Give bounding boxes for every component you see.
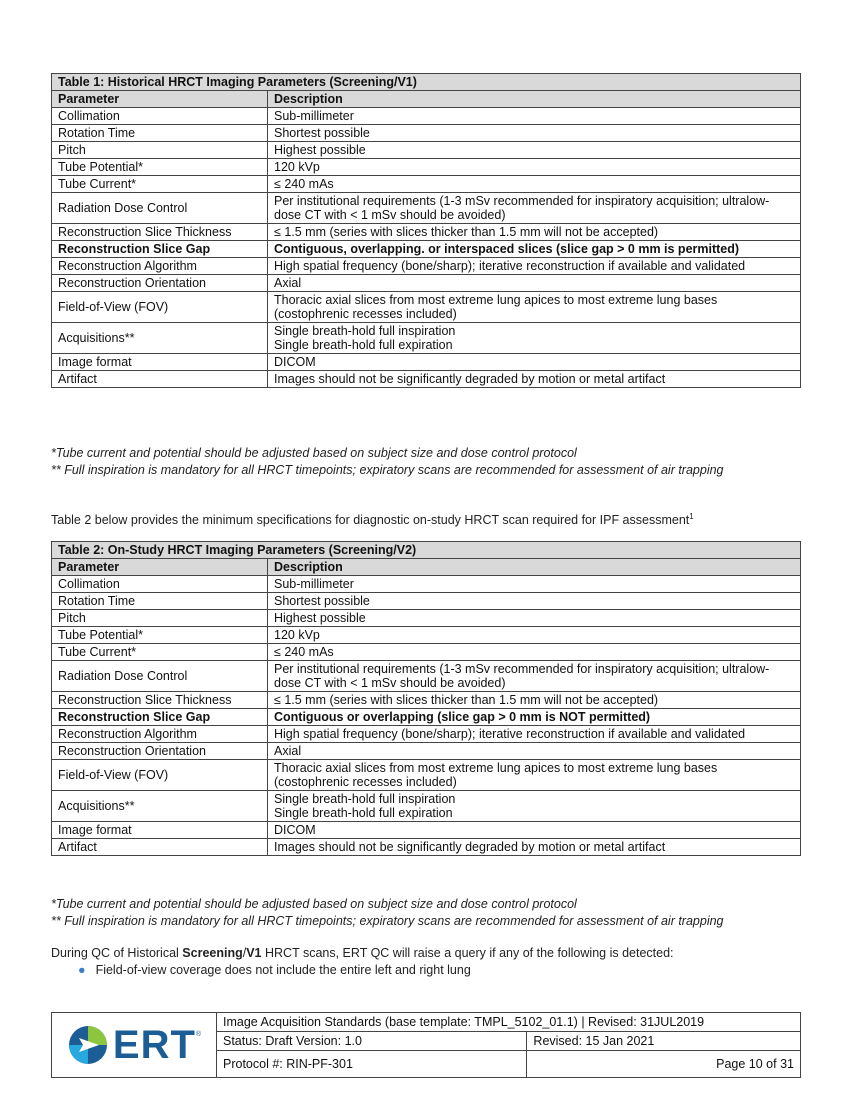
- parameter-cell: Field-of-View (FOV): [52, 292, 268, 323]
- description-text: Images should not be significantly degraded by motion or metal artifact: [274, 840, 666, 854]
- table-title: Table 1: Historical HRCT Imaging Parameters (Screening/V1): [52, 74, 801, 91]
- description-cell: [268, 644, 801, 661]
- parameter-cell: Image format: [52, 354, 268, 371]
- description-text: High spatial frequency (bone/sharp); iterative reconstruction if available and validated: [274, 727, 746, 741]
- table-row: [52, 839, 801, 856]
- table-title-row: [52, 542, 801, 559]
- parameter-cell: Reconstruction Algorithm: [52, 726, 268, 743]
- table-row: [52, 323, 801, 354]
- table-row: [52, 692, 801, 709]
- description-text: Single breath-hold full inspiration: [274, 324, 456, 338]
- parameter-cell: Radiation Dose Control: [52, 661, 268, 692]
- bullet-dot-icon: ●: [78, 963, 86, 977]
- description-cell: [268, 839, 801, 856]
- description-cell: [268, 142, 801, 159]
- table-row: [52, 142, 801, 159]
- description-cell: [268, 661, 801, 692]
- qc-text-slash: /: [242, 946, 247, 960]
- ert-logo-text: ERT: [112, 1023, 196, 1067]
- description-text: Thoracic axial slices from most extreme lung apices to most extreme lung bases (costophrenic recesses included): [274, 761, 718, 789]
- table-header-row: [52, 91, 801, 108]
- table-row: [52, 644, 801, 661]
- table-title: Table 2: On-Study HRCT Imaging Parameters (Screening/V2): [52, 542, 801, 559]
- parameter-cell: Reconstruction Algorithm: [52, 258, 268, 275]
- qc-text-pre: During QC of Historical: [51, 946, 183, 960]
- ert-logo-registered: ®: [195, 1031, 202, 1038]
- description-cell: [268, 159, 801, 176]
- table-row: [52, 125, 801, 142]
- parameter-cell: Rotation Time: [52, 125, 268, 142]
- description-cell: [268, 224, 801, 241]
- ert-logo: [58, 1018, 210, 1072]
- description-text: Sub-millimeter: [274, 109, 354, 123]
- parameter-cell: Collimation: [52, 576, 268, 593]
- description-cell: [268, 292, 801, 323]
- logo-cell: [52, 1013, 217, 1078]
- parameter-cell: Tube Potential*: [52, 627, 268, 644]
- qc-text-post: HRCT scans, ERT QC will raise a query if any of the following is detected:: [261, 946, 674, 960]
- description-cell: [268, 760, 801, 791]
- table-1-note-1: *Tube current and potential should be adjusted based on subject size and dose control protocol: [51, 446, 577, 460]
- parameter-cell: Reconstruction Slice Gap: [52, 709, 268, 726]
- parameter-cell: Acquisitions**: [52, 791, 268, 822]
- description-text: ≤ 240 mAs: [274, 177, 334, 191]
- description-text: Contiguous or overlapping (slice gap > 0 mm is NOT permitted): [274, 710, 651, 724]
- description-text: ≤ 240 mAs: [274, 645, 334, 659]
- description-text: Contiguous, overlapping. or interspaced slices (slice gap > 0 mm is permitted): [274, 242, 740, 256]
- description-cell: [268, 576, 801, 593]
- description-text-line-2: Single breath-hold full expiration: [274, 806, 453, 820]
- table-row: [52, 193, 801, 224]
- parameter-cell: Collimation: [52, 108, 268, 125]
- parameter-cell: Reconstruction Orientation: [52, 743, 268, 760]
- parameter-cell: Artifact: [52, 839, 268, 856]
- description-cell: [268, 371, 801, 388]
- description-cell: [268, 125, 801, 142]
- table-row: [52, 258, 801, 275]
- parameter-cell: Image format: [52, 822, 268, 839]
- description-text: Thoracic axial slices from most extreme lung apices to most extreme lung bases (costophrenic recesses included): [274, 293, 718, 321]
- description-text: Axial: [274, 744, 302, 758]
- qc-paragraph: [51, 945, 674, 961]
- parameter-cell: Reconstruction Slice Thickness: [52, 224, 268, 241]
- parameter-cell: Acquisitions**: [52, 323, 268, 354]
- description-text: Highest possible: [274, 611, 366, 625]
- description-cell: [268, 709, 801, 726]
- table-row: [52, 822, 801, 839]
- description-text: Axial: [274, 276, 302, 290]
- footer-revised: Revised: 15 Jan 2021: [527, 1032, 801, 1051]
- description-text: Single breath-hold full inspiration: [274, 792, 456, 806]
- table-row: [52, 627, 801, 644]
- description-cell: [268, 822, 801, 839]
- table-title-row: [52, 74, 801, 91]
- description-cell: [268, 258, 801, 275]
- table-row: [52, 661, 801, 692]
- description-text: Per institutional requirements (1-3 mSv recommended for inspiratory acquisition; ultralow-dose CT with < 1 mSv should be avoided): [274, 662, 770, 690]
- table-row: [52, 726, 801, 743]
- table-row: [52, 241, 801, 258]
- table-2-note-1: *Tube current and potential should be adjusted based on subject size and dose control protocol: [51, 897, 577, 911]
- description-text: High spatial frequency (bone/sharp); iterative reconstruction if available and validated: [274, 259, 746, 273]
- table-row: [52, 760, 801, 791]
- description-text: DICOM: [274, 823, 316, 837]
- description-text: 120 kVp: [274, 160, 320, 174]
- column-header-description: Description: [268, 91, 801, 108]
- description-cell: [268, 610, 801, 627]
- parameter-cell: Artifact: [52, 371, 268, 388]
- description-text: DICOM: [274, 355, 316, 369]
- table-row: [52, 791, 801, 822]
- table-row: [52, 275, 801, 292]
- table-row: [52, 371, 801, 388]
- description-text: ≤ 1.5 mm (series with slices thicker than 1.5 mm will not be accepted): [274, 225, 659, 239]
- description-text: Shortest possible: [274, 126, 370, 140]
- table-row: [52, 354, 801, 371]
- table-row: [52, 224, 801, 241]
- description-text-line-2: Single breath-hold full expiration: [274, 338, 453, 352]
- table-row: [52, 743, 801, 760]
- parameter-cell: Pitch: [52, 610, 268, 627]
- table-1-note-2: ** Full inspiration is mandatory for all HRCT timepoints; expiratory scans are recommended for assessment of air trapping: [51, 463, 724, 477]
- table-row: [52, 610, 801, 627]
- footer-doc-title: Image Acquisition Standards (base template: TMPL_5102_01.1) | Revised: 31JUL2019: [217, 1013, 801, 1032]
- parameter-cell: Tube Potential*: [52, 159, 268, 176]
- parameter-cell: Reconstruction Slice Gap: [52, 241, 268, 258]
- parameter-cell: Tube Current*: [52, 644, 268, 661]
- description-cell: [268, 743, 801, 760]
- description-cell: [268, 193, 801, 224]
- parameter-cell: Reconstruction Orientation: [52, 275, 268, 292]
- description-cell: [268, 692, 801, 709]
- description-cell: [268, 275, 801, 292]
- description-text: ≤ 1.5 mm (series with slices thicker than 1.5 mm will not be accepted): [274, 693, 659, 707]
- table-row: [52, 108, 801, 125]
- qc-text-screening: Screening: [182, 946, 243, 960]
- footnote-ref: 1: [689, 512, 694, 521]
- table-2-note-2: ** Full inspiration is mandatory for all HRCT timepoints; expiratory scans are recommended for assessment of air trapping: [51, 914, 724, 928]
- description-cell: [268, 354, 801, 371]
- description-text: Sub-millimeter: [274, 577, 354, 591]
- table-row: [52, 576, 801, 593]
- description-cell: [268, 593, 801, 610]
- description-text: 120 kVp: [274, 628, 320, 642]
- description-text: Images should not be significantly degraded by motion or metal artifact: [274, 372, 666, 386]
- parameter-cell: Radiation Dose Control: [52, 193, 268, 224]
- table-header-row: [52, 559, 801, 576]
- description-cell: [268, 241, 801, 258]
- parameter-cell: Field-of-View (FOV): [52, 760, 268, 791]
- bullet-item: [78, 962, 471, 978]
- parameter-cell: Rotation Time: [52, 593, 268, 610]
- description-text: Per institutional requirements (1-3 mSv recommended for inspiratory acquisition; ultralow-dose CT with < 1 mSv should be avoided): [274, 194, 770, 222]
- footer-table: [51, 1012, 801, 1078]
- description-text: Highest possible: [274, 143, 366, 157]
- intro-paragraph: [51, 509, 694, 528]
- footer-status: Status: Draft Version: 1.0: [217, 1032, 527, 1051]
- description-cell: [268, 108, 801, 125]
- description-cell: [268, 791, 801, 822]
- footer-page-number: Page 10 of 31: [527, 1051, 801, 1078]
- column-header-parameter: Parameter: [52, 91, 268, 108]
- ert-logo-icon: [67, 1024, 109, 1066]
- qc-text-v1: V1: [246, 946, 262, 960]
- description-cell: [268, 627, 801, 644]
- table-row: [52, 159, 801, 176]
- table-row: [52, 593, 801, 610]
- parameter-cell: Reconstruction Slice Thickness: [52, 692, 268, 709]
- parameter-cell: Tube Current*: [52, 176, 268, 193]
- description-cell: [268, 726, 801, 743]
- footer-protocol: Protocol #: RIN-PF-301: [217, 1051, 527, 1078]
- bullet-text: Field-of-view coverage does not include the entire left and right lung: [95, 963, 471, 977]
- intro-text: Table 2 below provides the minimum specifications for diagnostic on-study HRCT scan required for IPF assessment: [51, 513, 690, 528]
- column-header-description: Description: [268, 559, 801, 576]
- table-1: [51, 73, 801, 388]
- table-row: [52, 176, 801, 193]
- table-2: [51, 541, 801, 856]
- table-row: [52, 709, 801, 726]
- description-cell: [268, 323, 801, 354]
- description-text: Shortest possible: [274, 594, 370, 608]
- parameter-cell: Pitch: [52, 142, 268, 159]
- description-cell: [268, 176, 801, 193]
- column-header-parameter: Parameter: [52, 559, 268, 576]
- table-row: [52, 292, 801, 323]
